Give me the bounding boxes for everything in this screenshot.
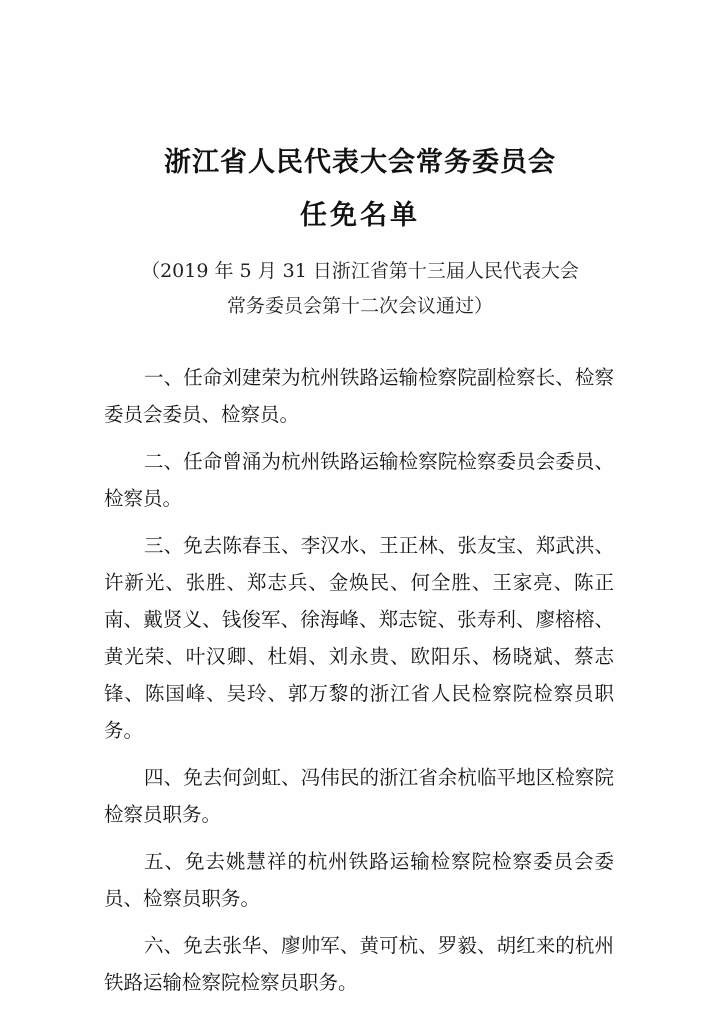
appointment-item-1: 一、任命刘建荣为杭州铁路运输检察院副检察长、检察委员会委员、检察员。 [104, 366, 614, 426]
document-title-line1: 浙江省人民代表大会常务委员会 [164, 147, 556, 178]
appointment-item-2: 二、任命曾涌为杭州铁路运输检察院检察委员会委员、检察员。 [104, 450, 614, 510]
removal-item-5: 五、免去姚慧祥的杭州铁路运输检察院检察委员会委员、检察员职务。 [104, 850, 614, 910]
removal-item-3: 三、免去陈春玉、李汉水、王正林、张友宝、郑武洪、许新光、张胜、郑志兵、金焕民、何全胜、王家亮、陈正南、戴贤义、钱俊军、徐海峰、郑志锭、张寿利、廖榕榕、黄光荣、叶汉卿、杜娟、刘永贵、欧阳乐、杨晓斌、蔡志锋、陈国峰、吴玲、郭万黎的浙江省人民检察院检察员职务。 [104, 534, 614, 742]
document-subtitle-line1: （2019 年 5 月 31 日浙江省第十三届人民代表大会 [141, 260, 579, 282]
document-body [104, 359, 614, 1011]
document-subtitle-line2: 常务委员会第十二次会议通过） [226, 295, 493, 317]
document-title-line2: 任免名单 [300, 200, 420, 231]
removal-item-6: 六、免去张华、廖帅军、黄可杭、罗毅、胡红来的杭州铁路运输检察院检察员职务。 [104, 934, 614, 994]
removal-item-4: 四、免去何剑虹、冯伟民的浙江省余杭临平地区检察院检察员职务。 [104, 766, 614, 826]
